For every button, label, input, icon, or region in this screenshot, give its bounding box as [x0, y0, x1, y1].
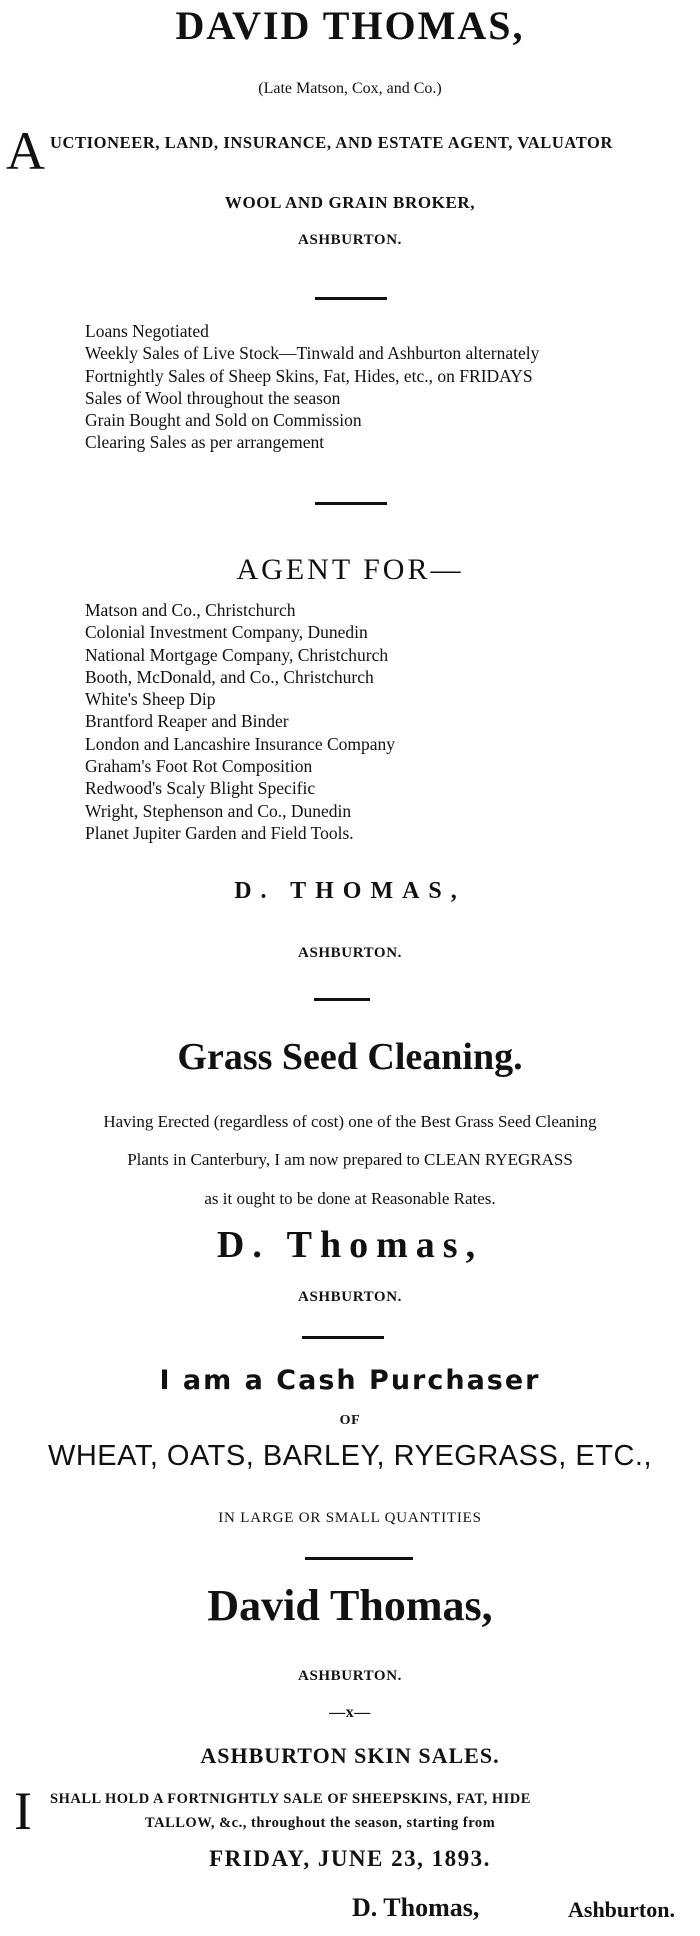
divider-rule: [314, 998, 370, 1001]
agent-item: Graham's Foot Rot Composition: [85, 756, 313, 777]
service-item: Loans Negotiated: [85, 321, 209, 341]
header-town: ASHBURTON.: [298, 232, 402, 248]
grass-line-3: as it ought to be done at Reasonable Rates.: [204, 1189, 496, 1208]
skin-initial: I: [14, 1781, 32, 1841]
agent-item: Planet Jupiter Garden and Field Tools.: [85, 822, 354, 843]
agent-item: Colonial Investment Company, Dunedin: [85, 622, 368, 643]
agent-item: London and Lancashire Insurance Company: [85, 733, 396, 754]
service-item: Sales of Wool throughout the season: [85, 387, 341, 408]
header-late: (Late Matson, Cox, and Co.): [258, 80, 442, 97]
agent-item: Wright, Stephenson and Co., Dunedin: [85, 800, 352, 821]
agent-item: Matson and Co., Christchurch: [85, 600, 296, 620]
services-list: [85, 320, 539, 454]
service-item: Weekly Sales of Live Stock—Tinwald and Ashburton alternately: [85, 343, 540, 364]
agent-signature: D. THOMAS,: [234, 878, 466, 904]
header-occupation: UCTIONEER, LAND, INSURANCE, AND ESTATE AGENT, VALUATOR: [50, 133, 613, 152]
grass-line-1: Having Erected (regardless of cost) one of the Best Grass Seed Cleaning: [103, 1112, 597, 1131]
skin-heading: ASHBURTON SKIN SALES.: [200, 1743, 500, 1768]
grass-heading: Grass Seed Cleaning.: [177, 1036, 523, 1078]
divider-rule: [315, 502, 387, 505]
skin-divider: —x—: [329, 1704, 371, 1721]
divider-rule: [315, 297, 387, 300]
service-item: Fortnightly Sales of Sheep Skins, Fat, Hides, etc., on FRIDAYS: [85, 365, 533, 386]
cash-grains: WHEAT, OATS, BARLEY, RYEGRASS, ETC.,: [47, 1440, 653, 1472]
agent-town: ASHBURTON.: [298, 945, 402, 961]
grass-signature: D. Thomas,: [216, 1224, 484, 1266]
skin-line-1: SHALL HOLD A FORTNIGHTLY SALE OF SHEEPSKINS, FAT, HIDE: [50, 1791, 531, 1807]
cash-town: ASHBURTON.: [298, 1668, 402, 1684]
agent-item: National Mortgage Company, Christchurch: [85, 644, 389, 665]
divider-rule: [305, 1557, 413, 1560]
cash-signature: David Thomas,: [207, 1581, 493, 1630]
header-dropcap: A: [6, 121, 45, 181]
grass-line-2: Plants in Canterbury, I am now prepared to CLEAN RYEGRASS: [127, 1150, 573, 1169]
skin-line-2: TALLOW, &c., throughout the season, starting from: [145, 1815, 496, 1831]
header-name: DAVID THOMAS,: [175, 3, 525, 48]
cash-of: OF: [339, 1413, 361, 1428]
skin-signature-town: Ashburton.: [568, 1897, 675, 1922]
service-item: Clearing Sales as per arrangement: [85, 432, 325, 453]
grass-town: ASHBURTON.: [298, 1289, 402, 1305]
agent-list: [85, 599, 395, 844]
cash-heading: I am a Cash Purchaser: [159, 1365, 541, 1396]
agent-item: Booth, McDonald, and Co., Christchurch: [85, 666, 374, 687]
skin-date: FRIDAY, JUNE 23, 1893.: [209, 1846, 491, 1871]
service-item: Grain Bought and Sold on Commission: [85, 410, 362, 431]
agent-item: Brantford Reaper and Binder: [85, 711, 289, 732]
agent-heading: AGENT FOR—: [236, 553, 464, 586]
header-broker: WOOL AND GRAIN BROKER,: [224, 193, 476, 212]
cash-quantities: IN LARGE OR SMALL QUANTITIES: [218, 1510, 482, 1526]
divider-rule: [302, 1336, 384, 1339]
agent-item: Redwood's Scaly Blight Specific: [85, 778, 316, 799]
skin-signature-name: D. Thomas,: [352, 1893, 480, 1922]
agent-item: White's Sheep Dip: [85, 689, 216, 710]
